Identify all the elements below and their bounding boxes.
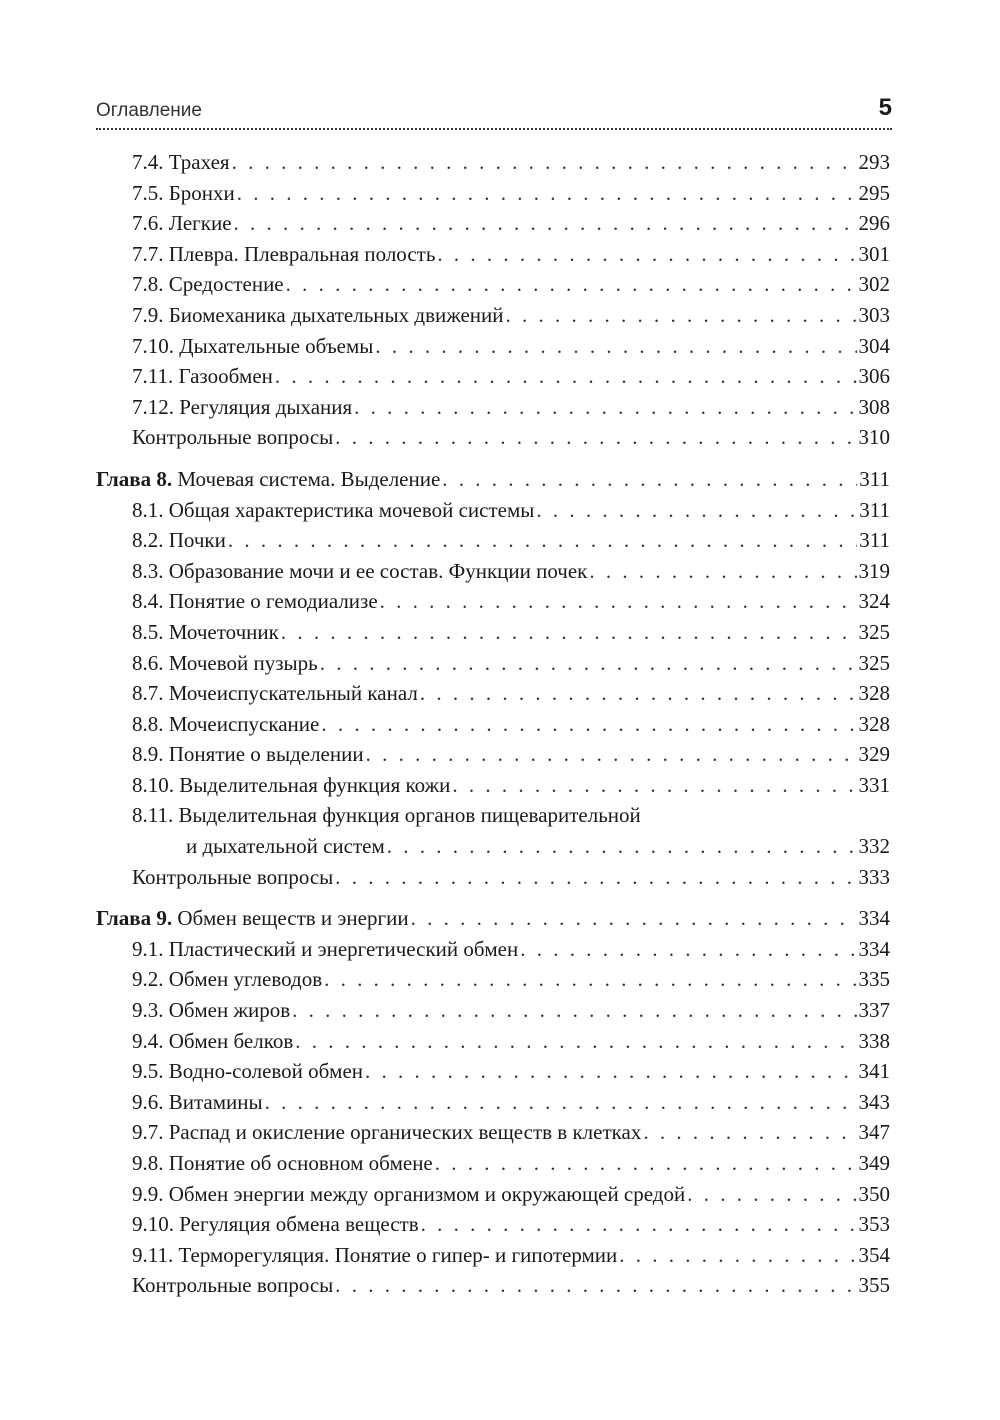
section-row bbox=[96, 934, 890, 965]
toc-page-number: 338 bbox=[858, 1028, 890, 1053]
toc-page-number: 350 bbox=[858, 1181, 890, 1206]
section-row bbox=[96, 525, 890, 556]
toc-page-number: 302 bbox=[858, 272, 890, 297]
dot-leader bbox=[375, 331, 856, 362]
dot-leader bbox=[292, 995, 856, 1026]
section-row bbox=[96, 556, 890, 587]
toc-entry-label: 8.11. Выделительная функция органов пищеварительной bbox=[132, 803, 641, 828]
dot-leader bbox=[520, 934, 856, 965]
toc-group bbox=[96, 903, 890, 1301]
section-row bbox=[96, 709, 890, 740]
toc-page-number: 295 bbox=[858, 180, 890, 205]
toc-entry-label: Контрольные вопросы bbox=[132, 864, 334, 889]
toc-entry-label: 7.12. Регуляция дыхания bbox=[132, 394, 353, 419]
toc-page-number: 343 bbox=[858, 1089, 890, 1114]
section-row bbox=[96, 1209, 890, 1240]
toc-page-number: 334 bbox=[858, 936, 890, 961]
chapter-prefix: Глава 9. bbox=[96, 906, 173, 931]
section-row bbox=[96, 995, 890, 1026]
toc-entry-label: 7.8. Средостение bbox=[132, 272, 284, 297]
toc-entry-label: 8.5. Мочеточник bbox=[132, 619, 279, 644]
toc-entry-label: 9.8. Понятие об основном обмене bbox=[132, 1151, 433, 1175]
dot-leader bbox=[452, 770, 856, 801]
section-row bbox=[96, 1087, 890, 1118]
dot-leader bbox=[324, 964, 856, 995]
dot-leader bbox=[295, 1026, 856, 1057]
chapter-row bbox=[96, 903, 890, 934]
toc-page-number: 310 bbox=[858, 425, 890, 450]
toc-entry-label: 7.10. Дыхательные объемы bbox=[132, 333, 374, 358]
dot-leader bbox=[275, 361, 857, 392]
dot-leader bbox=[421, 1209, 857, 1240]
toc-page-number: 328 bbox=[858, 711, 890, 736]
toc-entry-label: 9.3. Обмен жиров bbox=[132, 998, 291, 1023]
section-row bbox=[96, 800, 890, 831]
toc-entry-label: Контрольные вопросы bbox=[132, 425, 334, 450]
dot-leader bbox=[366, 739, 857, 770]
section-row bbox=[96, 331, 890, 362]
toc-page-number: 319 bbox=[858, 558, 890, 583]
toc-entry-label: 7.5. Бронхи bbox=[132, 180, 235, 205]
dot-leader bbox=[237, 178, 857, 209]
toc-entry-label: 9.1. Пластический и энергетический обмен bbox=[132, 936, 519, 961]
toc-page-number: 303 bbox=[858, 302, 890, 327]
toc-page-number: 301 bbox=[858, 241, 890, 266]
section-row bbox=[96, 862, 890, 893]
toc-page-number: 329 bbox=[858, 742, 890, 767]
toc-entry-label: 9.10. Регуляция обмена веществ bbox=[132, 1212, 419, 1237]
dot-leader bbox=[589, 556, 856, 587]
dot-leader bbox=[435, 1148, 857, 1179]
toc-entry-label: и дыхательной систем bbox=[186, 834, 385, 859]
toc-entry-label: 9.5. Водно-солевой обмен bbox=[132, 1059, 363, 1084]
dot-leader bbox=[506, 300, 857, 331]
toc-entry-label: 9.11. Терморегуляция. Понятие о гипер- и гипотермии bbox=[132, 1242, 618, 1267]
chapter-title: Обмен веществ и энергии bbox=[177, 906, 409, 931]
toc-page-number: 306 bbox=[858, 364, 890, 389]
toc-page-number: 354 bbox=[858, 1242, 890, 1267]
toc-page-number: 296 bbox=[858, 211, 890, 236]
dot-leader bbox=[265, 1087, 857, 1118]
dot-leader bbox=[380, 586, 857, 617]
toc-entry-label: 8.3. Образование мочи и ее состав. Функции почек bbox=[132, 558, 588, 583]
section-row bbox=[96, 770, 890, 801]
page-number: 5 bbox=[878, 94, 892, 121]
toc-entry-label: 9.4. Обмен белков bbox=[132, 1028, 294, 1053]
toc-entry-label: Контрольные вопросы bbox=[132, 1273, 334, 1298]
dot-leader bbox=[437, 239, 856, 270]
toc-entry-label: 8.9. Понятие о выделении bbox=[132, 742, 364, 767]
toc-entry-label: 8.1. Общая характеристика мочевой системы bbox=[132, 497, 535, 522]
dot-leader bbox=[420, 678, 857, 709]
toc-page-number: 324 bbox=[858, 589, 890, 614]
section-row bbox=[96, 1026, 890, 1057]
toc-entry-label bbox=[96, 903, 409, 934]
toc-page-number: 355 bbox=[858, 1273, 890, 1298]
dot-leader bbox=[387, 831, 857, 862]
dot-leader bbox=[442, 464, 857, 495]
dot-leader bbox=[687, 1179, 856, 1210]
dot-leader bbox=[354, 392, 856, 423]
dot-leader bbox=[619, 1240, 856, 1271]
toc-page-number: 353 bbox=[858, 1212, 890, 1237]
dot-leader bbox=[321, 709, 856, 740]
section-row bbox=[96, 495, 890, 526]
section-row bbox=[96, 208, 890, 239]
section-row bbox=[96, 586, 890, 617]
toc-entry-label bbox=[96, 464, 440, 495]
chapter-prefix: Глава 8. bbox=[96, 466, 173, 491]
table-of-contents bbox=[96, 147, 890, 1312]
section-row bbox=[96, 964, 890, 995]
toc-entry-label: 8.2. Почки bbox=[132, 528, 226, 553]
section-row bbox=[96, 300, 890, 331]
toc-entry-label: 7.7. Плевра. Плевральная полость bbox=[132, 241, 436, 266]
toc-page-number: 349 bbox=[858, 1151, 890, 1175]
section-row bbox=[96, 1179, 890, 1210]
section-row bbox=[96, 1117, 890, 1148]
section-row bbox=[96, 147, 890, 178]
toc-page-number: 328 bbox=[858, 681, 890, 706]
dot-leader bbox=[335, 422, 856, 453]
toc-page-number: 325 bbox=[858, 619, 890, 644]
section-row bbox=[96, 1056, 890, 1087]
section-row-continuation bbox=[96, 831, 890, 862]
dot-leader bbox=[335, 862, 856, 893]
toc-entry-label: 9.7. Распад и окисление органических веществ в клетках bbox=[132, 1120, 642, 1145]
toc-page-number: 335 bbox=[858, 967, 890, 992]
toc-page-number: 337 bbox=[858, 998, 890, 1023]
toc-entry-label: 7.6. Легкие bbox=[132, 211, 232, 236]
dot-leader bbox=[232, 147, 857, 178]
toc-page-number: 331 bbox=[858, 772, 890, 797]
toc-page-number: 334 bbox=[858, 906, 890, 931]
dot-leader bbox=[286, 269, 857, 300]
section-row bbox=[96, 1240, 890, 1271]
toc-entry-label: 8.6. Мочевой пузырь bbox=[132, 650, 318, 675]
toc-page-number: 311 bbox=[859, 528, 890, 553]
section-row bbox=[96, 269, 890, 300]
toc-entry-label: 7.11. Газообмен bbox=[132, 364, 273, 389]
section-row bbox=[96, 361, 890, 392]
toc-entry-label: 9.2. Обмен углеводов bbox=[132, 967, 323, 992]
toc-page-number: 311 bbox=[859, 497, 890, 522]
dot-leader bbox=[643, 1117, 856, 1148]
toc-entry-label: 7.9. Биомеханика дыхательных движений bbox=[132, 302, 504, 327]
toc-page-number: 341 bbox=[858, 1059, 890, 1084]
dot-leader bbox=[365, 1056, 857, 1087]
toc-entry-label: 8.7. Мочеиспускательный канал bbox=[132, 681, 418, 706]
dot-leader bbox=[228, 525, 857, 556]
section-row bbox=[96, 422, 890, 453]
toc-page-number: 293 bbox=[858, 150, 890, 174]
chapter-title: Мочевая система. Выделение bbox=[177, 466, 441, 491]
dot-leader bbox=[281, 617, 857, 648]
chapter-row bbox=[96, 464, 890, 495]
toc-page-number: 311 bbox=[859, 466, 890, 491]
toc-page-number: 304 bbox=[858, 333, 890, 358]
section-row bbox=[96, 739, 890, 770]
section-row bbox=[96, 617, 890, 648]
dot-leader bbox=[335, 1270, 856, 1301]
toc-entry-label: 7.4. Трахея bbox=[132, 150, 230, 174]
toc-entry-label: 8.4. Понятие о гемодиализе bbox=[132, 589, 378, 614]
toc-entry-label: 9.9. Обмен энергии между организмом и окружающей средой bbox=[132, 1181, 686, 1206]
dot-leader bbox=[320, 648, 857, 679]
dot-leader bbox=[411, 903, 857, 934]
section-row bbox=[96, 178, 890, 209]
toc-page-number: 347 bbox=[858, 1120, 890, 1145]
header-title: Оглавление bbox=[96, 100, 202, 121]
header-dotted-rule bbox=[96, 128, 892, 130]
toc-group bbox=[96, 464, 890, 892]
toc-group bbox=[96, 147, 890, 453]
section-row bbox=[96, 239, 890, 270]
toc-entry-label: 8.8. Мочеиспускание bbox=[132, 711, 320, 736]
toc-page-number: 308 bbox=[858, 394, 890, 419]
dot-leader bbox=[536, 495, 857, 526]
section-row bbox=[96, 648, 890, 679]
toc-entry-label: 9.6. Витамины bbox=[132, 1089, 263, 1114]
dot-leader bbox=[234, 208, 857, 239]
toc-page-number: 333 bbox=[858, 864, 890, 889]
section-row bbox=[96, 678, 890, 709]
toc-entry-label: 8.10. Выделительная функция кожи bbox=[132, 772, 451, 797]
toc-page-number: 325 bbox=[858, 650, 890, 675]
section-row bbox=[96, 1148, 890, 1179]
toc-page-number: 332 bbox=[858, 834, 890, 859]
section-row bbox=[96, 1270, 890, 1301]
section-row bbox=[96, 392, 890, 423]
